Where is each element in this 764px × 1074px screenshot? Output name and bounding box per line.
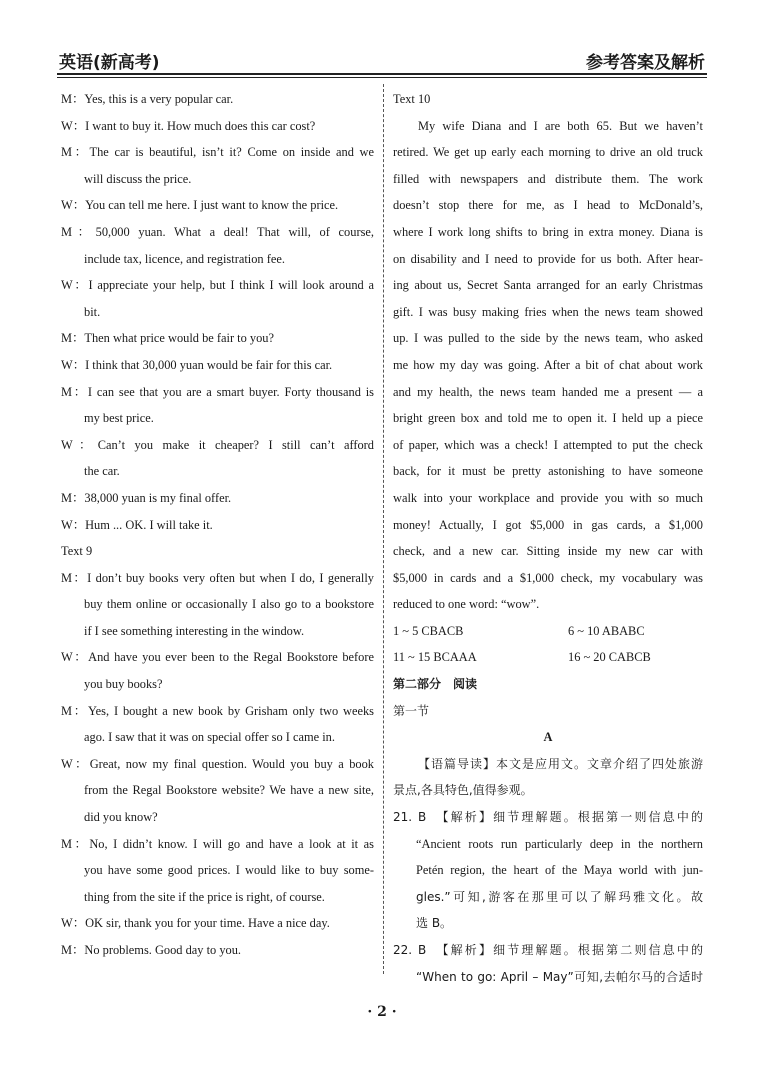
text-line: M：Yes, I bought a new book by Grisham only two weeks	[61, 703, 374, 718]
text-line: you buy books?	[84, 677, 163, 692]
answer-range: 6 ~ 10 ABABC	[568, 623, 645, 638]
text-line: My wife Diana and I are both 65. But we haven’t	[418, 118, 703, 133]
text-line: up. I was pulled to the side by the news team, who asked	[393, 331, 703, 346]
text-line: M：Yes, this is a very popular car.	[61, 92, 234, 106]
text-line: M：The car is beautiful, isn’t it? Come on inside and we	[61, 145, 374, 160]
text-line: and my health, the news team handed me a present — a	[393, 384, 703, 399]
page-number: · 2 ·	[367, 1004, 397, 1020]
text-line: include tax, licence, and registration fee.	[84, 251, 285, 266]
text-line: did you know?	[84, 810, 158, 825]
text-line: W：Can’t you make it cheaper? I still can’t afford	[61, 437, 374, 452]
text-line: the car.	[84, 464, 120, 479]
text-line: walk into your workplace and provide you with so much	[393, 490, 703, 505]
text-line: Text 10	[393, 92, 431, 106]
page-header	[57, 44, 707, 72]
section-title: 第一节	[393, 703, 430, 718]
text-line: buy them online or occasionally I also go to a bookstore	[84, 597, 374, 612]
text-line: back, for it must be pretty astonishing to have someone	[393, 464, 703, 479]
text-line: M：50,000 yuan. What a deal! That will, of course,	[61, 224, 374, 239]
reading-explanations	[393, 751, 703, 990]
text-line: M：No, I didn’t know. I will go and have a look at it as	[61, 836, 374, 851]
text-line: on disability and I need to provide for us both. After hear-	[393, 251, 703, 266]
text-10-passage	[393, 86, 703, 618]
header-rule-thin	[57, 77, 707, 78]
text-line: thing from the site if the price is right, of course.	[84, 889, 325, 904]
text-line: money! Actually, I got $5,000 in gas cards, a $1,000	[393, 517, 703, 532]
answer-range: 1 ~ 5 CBACB	[393, 623, 464, 638]
text-line: gles.”可知,游客在那里可以了解玛雅文化。故	[416, 889, 703, 904]
text-line: M：I don’t buy books very often but when I do, I generally	[61, 570, 374, 585]
answer-row	[393, 644, 703, 671]
header-rule-thick	[57, 73, 707, 75]
text-line: you have some good prices. I would like to buy some-	[84, 863, 374, 878]
text-line: reduced to one word: “wow”.	[393, 597, 540, 612]
text-line: W：You can tell me here. I just want to know the price.	[61, 198, 339, 213]
text-line: retired. We get up early each morning to drive an old truck	[393, 145, 703, 160]
text-line: 选 B。	[416, 916, 453, 931]
text-line: if I see something interesting in the window.	[84, 623, 305, 638]
answer-range: 16 ~ 20 CABCB	[568, 650, 651, 665]
text-line: “Ancient roots run particularly deep in the northern	[416, 836, 703, 851]
answer-row	[393, 618, 703, 645]
text-line: from the Regal Bookstore website? We have a new site,	[84, 783, 374, 798]
part-title: 第二部分 阅读	[393, 677, 478, 692]
text-line: M：38,000 yuan is my final offer.	[61, 490, 232, 505]
text-line: bright green box and told me to open it. I held up a piece	[393, 411, 703, 426]
text-line: check, and a new car. Sitting inside my new car with	[393, 544, 703, 559]
text-line: “When to go: April – May”可知,去帕尔马的合适时	[416, 969, 703, 984]
text-line: 22. B 【解析】细节理解题。根据第二则信息中的	[393, 943, 703, 957]
text-line: ago. I saw that it was on special offer so I came in.	[84, 730, 335, 745]
text-line: bit.	[84, 304, 101, 319]
text-line: W：I want to buy it. How much does this car cost?	[61, 118, 316, 133]
text-line: W：Great, now my final question. Would you buy a book	[61, 756, 374, 771]
text-line: my best price.	[84, 411, 154, 426]
answer-range: 11 ~ 15 BCAAA	[393, 650, 477, 665]
header-subject: 英语(新高考)	[59, 53, 160, 73]
text-line: W：OK sir, thank you for your time. Have a nice day.	[61, 916, 330, 931]
text-line: filled with newspapers and distribute them. The work	[393, 171, 703, 186]
text-line: 景点,各具特色,值得参观。	[393, 783, 533, 798]
text-line: where I work long shifts to bring in extra money. Diana is	[393, 224, 703, 239]
left-column	[61, 86, 374, 964]
text-line: 21. B 【解析】细节理解题。根据第一则信息中的	[393, 810, 703, 825]
text-line: W：I think that 30,000 yuan would be fair for this car.	[61, 357, 333, 372]
text-line: W：Hum ... OK. I will take it.	[61, 517, 213, 532]
text-line: M：No problems. Good day to you.	[61, 943, 241, 957]
column-divider	[383, 84, 384, 974]
text-line: of paper, which was a check! I attempted to put the check	[393, 437, 703, 452]
text-line: 【语篇导读】本文是应用文。文章介绍了四处旅游	[418, 756, 703, 771]
text-line: will discuss the price.	[84, 171, 192, 186]
text-line: ing about us, Secret Santa arranged for an early Christmas	[393, 278, 703, 293]
text-line: M：I can see that you are a smart buyer. Forty thousand is	[61, 384, 374, 399]
text-line: M：Then what price would be fair to you?	[61, 331, 274, 346]
text-line: gift. I was busy making fries when the news team showed	[393, 304, 703, 319]
text-line: W：And have you ever been to the Regal Bookstore before	[61, 650, 374, 665]
text-line: Petén region, the heart of the Maya world with jun-	[416, 863, 703, 878]
text-line: W：I appreciate your help, but I think I will look around a	[61, 278, 374, 293]
text-line: Text 9	[61, 544, 93, 559]
right-column	[393, 86, 703, 990]
text-line: doesn’t stop there for me, as I head to McDonald’s,	[393, 198, 703, 213]
text-line: $5,000 in cards and a $1,000 check, my vocabulary was	[393, 570, 703, 585]
text-line: me how my day was going. After a bit of chat about work	[393, 357, 703, 372]
header-title: 参考答案及解析	[586, 53, 705, 73]
passage-label: A	[543, 730, 553, 745]
